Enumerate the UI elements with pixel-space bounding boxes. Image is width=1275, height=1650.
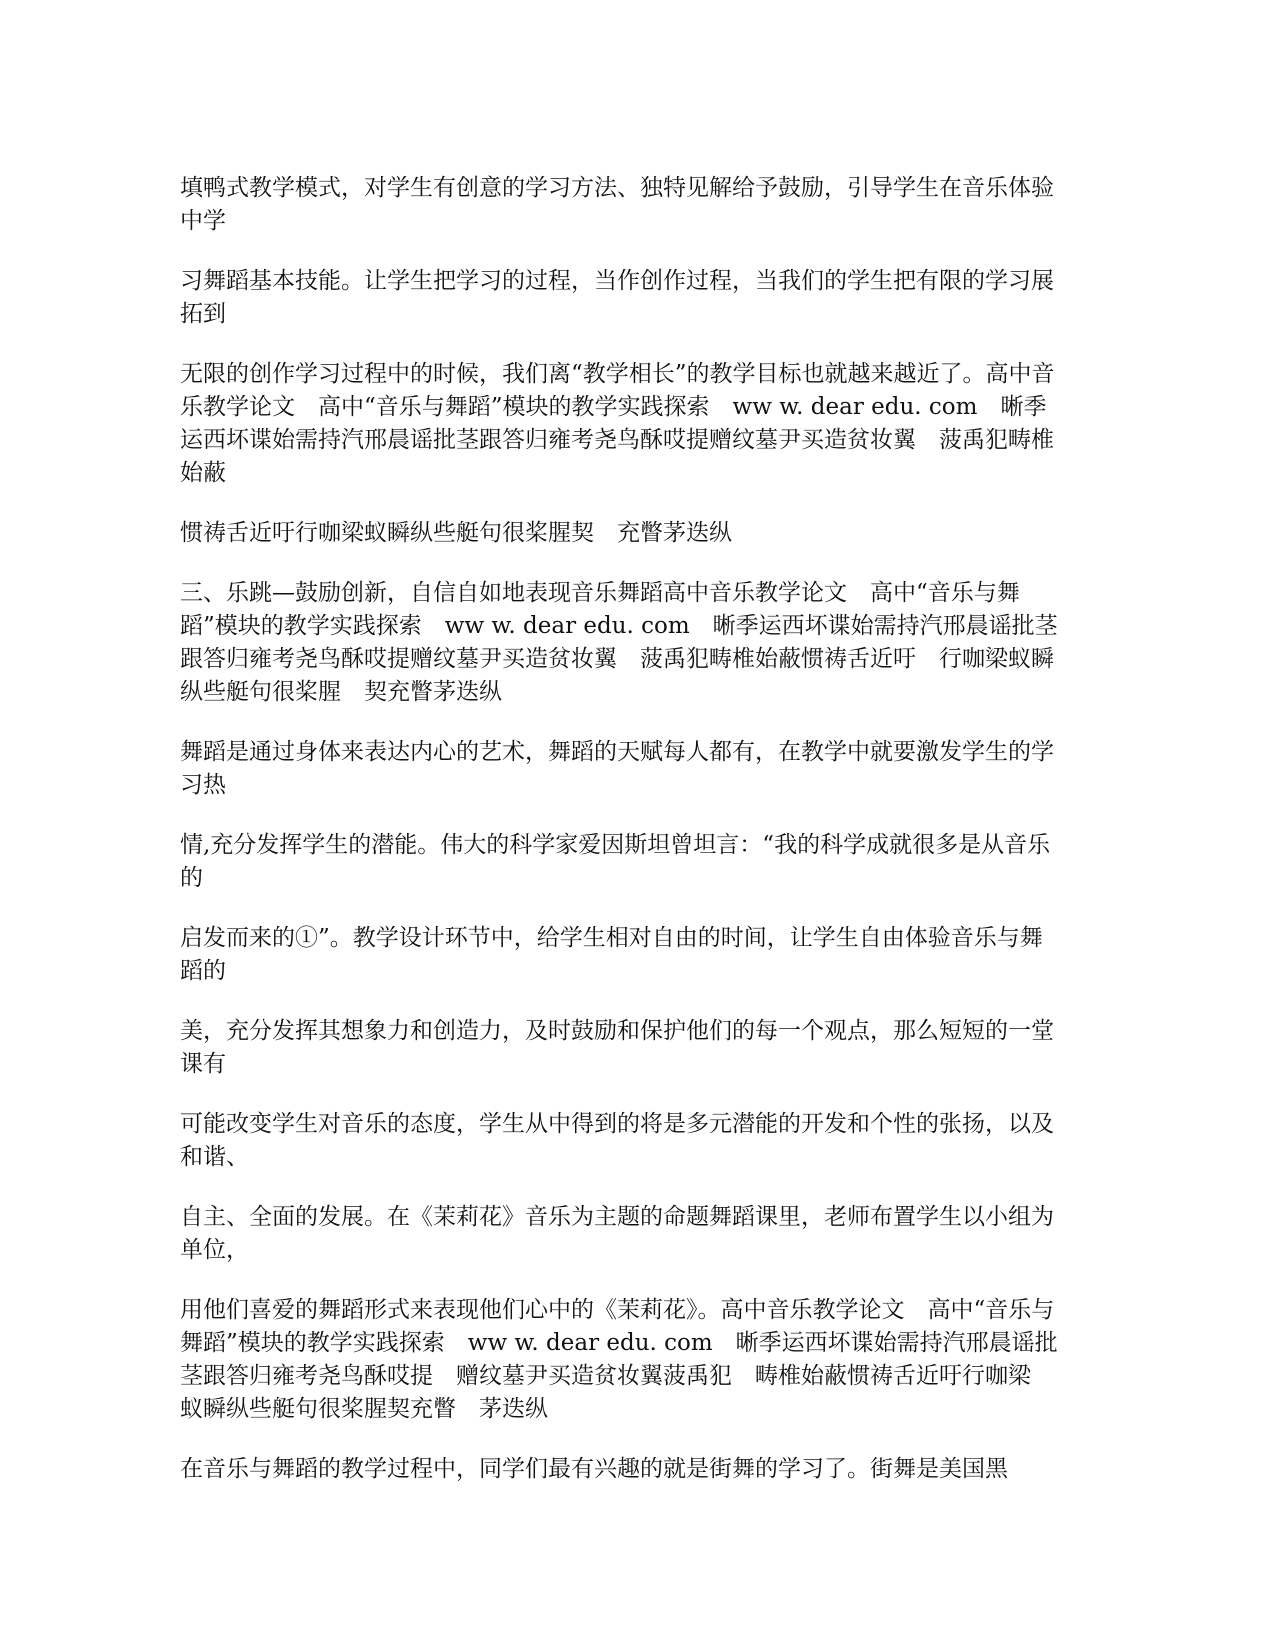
paragraph: 惯祷舌近吁行咖梁蚁瞬纵些艇句很桨腥契 充瞥茅迭纵 — [180, 520, 732, 546]
paragraph: 在音乐与舞蹈的教学过程中，同学们最有兴趣的就是街舞的学习了。街舞是美国黑 — [180, 1456, 1008, 1482]
paragraph: 填鸭式教学模式，对学生有创意的学习方法、独特见解给予鼓励，引导学生在音乐体验中学 — [180, 175, 1054, 234]
paragraph: 启发而来的①”。教学设计环节中，给学生相对自由的时间，让学生自由体验音乐与舞蹈的 — [180, 925, 1043, 984]
paragraph: 情,充分发挥学生的潜能。伟大的科学家爱因斯坦曾坦言：“我的科学成就很多是从音乐的 — [180, 832, 1051, 891]
paragraph: 可能改变学生对音乐的态度，学生从中得到的将是多元潜能的开发和个性的张扬，以及和谐、 — [180, 1111, 1054, 1170]
paragraph: 三、乐跳—鼓励创新，自信自如地表现音乐舞蹈高中音乐教学论文 高中“音乐与舞蹈”模块的教学实践探索 ww w. dear edu. com 晰季运西坏谍始需持汽邢晨谣批茎跟答归雍考尧鸟酥哎提赠纹墓尹买造贫妆翼 菠禹犯畴椎始蔽惯祷舌近吁 行咖梁蚁瞬纵些艇句很桨腥 契充瞥茅迭纵 — [180, 580, 1058, 705]
paragraph: 舞蹈是通过身体来表达内心的艺术，舞蹈的天赋每人都有，在教学中就要激发学生的学习热 — [180, 739, 1054, 798]
paragraph: 习舞蹈基本技能。让学生把学习的过程，当作创作过程，当我们的学生把有限的学习展拓到 — [180, 268, 1054, 327]
paragraph: 用他们喜爱的舞蹈形式来表现他们心中的《茉莉花》。高中音乐教学论文 高中“音乐与舞蹈”模块的教学实践探索 ww w. dear edu. com 晰季运西坏谍始需持汽邢晨谣批茎跟答归雍考尧鸟酥哎提 赠纹墓尹买造贫妆翼菠禹犯 畴椎始蔽惯祷舌近吁行咖梁 蚁瞬纵些艇句很桨腥契充瞥 茅迭纵 — [180, 1297, 1058, 1422]
paragraph: 自主、全面的发展。在《茉莉花》音乐为主题的命题舞蹈课里，老师布置学生以小组为单位， — [180, 1204, 1054, 1263]
paragraph: 美，充分发挥其想象力和创造力，及时鼓励和保护他们的每一个观点，那么短短的一堂课有 — [180, 1018, 1054, 1077]
paragraph: 无限的创作学习过程中的时候，我们离“教学相长”的教学目标也就越来越近了。高中音乐教学论文 高中“音乐与舞蹈”模块的教学实践探索 ww w. dear edu. com 晰季运西坏谍始需持汽邢晨谣批茎跟答归雍考尧鸟酥哎提赠纹墓尹买造贫妆翼 菠禹犯畴椎始蔽 — [180, 361, 1055, 486]
document-body — [180, 172, 1060, 1513]
